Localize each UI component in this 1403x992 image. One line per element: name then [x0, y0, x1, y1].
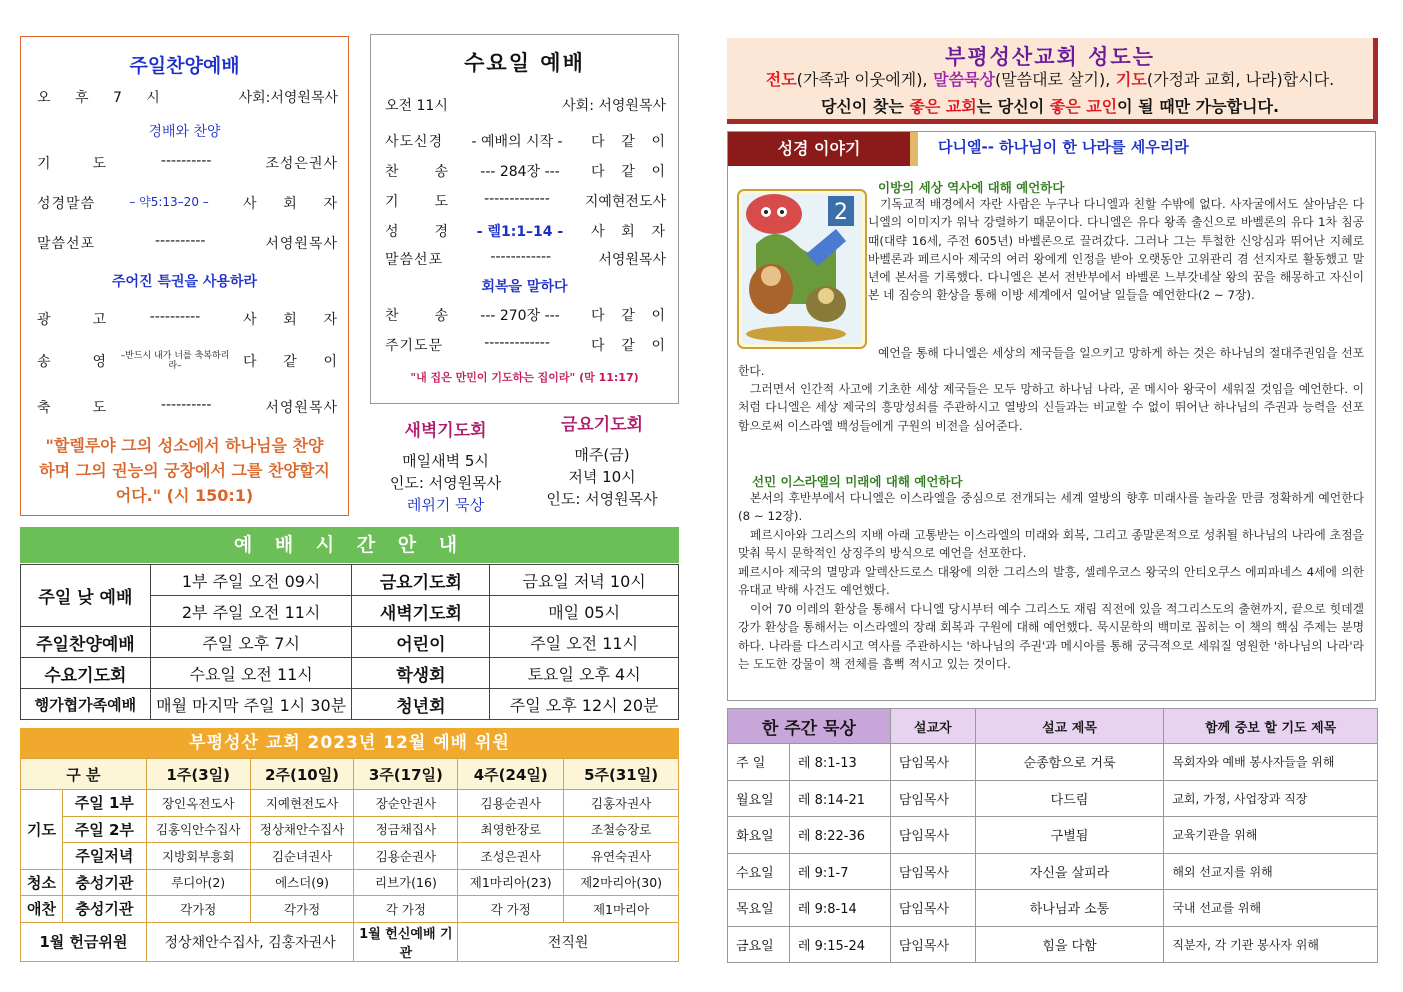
- order-row-who: 지예현전도사: [584, 194, 666, 210]
- table-header-cell: 설교 제목: [975, 709, 1164, 744]
- table-cell: 각 가정: [458, 896, 564, 923]
- table-cell: 장인옥전도사: [146, 790, 250, 817]
- order-row-who: 서영원목사: [265, 236, 338, 252]
- table-cell: 에스더(9): [250, 869, 354, 896]
- table-cell: 기도: [21, 790, 63, 870]
- table-cell: 조철승장로: [564, 816, 679, 843]
- order-row-mid: ----------: [160, 153, 212, 169]
- table-cell: 제2마리아(30): [564, 869, 679, 896]
- order-row-mid: --- 284장 ---: [480, 164, 560, 180]
- order-row-label: 사도신경: [385, 134, 444, 150]
- wednesday-time: 오전 11시: [385, 98, 448, 114]
- table-cell: 유연숙권사: [564, 843, 679, 870]
- wednesday-service-box: [370, 34, 679, 404]
- table-cell: 어린이: [352, 627, 490, 658]
- table-row: [21, 658, 679, 689]
- table-cell: 직분자, 각 기관 봉사자 위해: [1164, 926, 1378, 963]
- wednesday-moderator: 사회: 서영원목사: [562, 98, 666, 114]
- sunday-praise-moderator: 사회:서영원목사: [238, 90, 338, 106]
- story-section1-title: 이방의 세상 역사에 대해 예언하다: [878, 180, 1065, 195]
- table-row: [21, 922, 679, 961]
- table-cell: 2부 주일 오전 11시: [150, 596, 352, 627]
- table-cell: 정상채안수집사, 김홍자권사: [146, 922, 354, 961]
- story-paragraph: 기독교적 배경에서 자란 사람은 누구나 다니엘과 친할 수밖에 없다. 사자굴에서도 살아남은 다니엘의 이미지가 워낙 강렬하기 때문이다. 다니엘은 유다 왕족 출신으로 바벨론의 유다 1차 침공 때(대략 16세, 주전 605년) 바벨론으로 끌려갔다. 그러나 그는 투철한 신앙심과 뛰어난 지혜로 바벨론과 페르시아 제국의 여러 왕에게 인정을 받아 오랫동안 고위관리 겸 선지자로 활동했고 말년에 본서를 기록했다. 다니엘은 본서 전반부에서 바벨론 느부갓네살 왕의 꿈을 해몽하고 자신이 본 네 짐승의 환상을 통해 이방 세계에서 일어날 일들을 예언한다(2 ~ 7장).: [868, 197, 1364, 303]
- sunday-praise-time-row: [37, 87, 338, 107]
- table-cell: 수요일 오전 11시: [150, 658, 352, 689]
- friday-prayer-leader: 인도: 서영원목사: [546, 490, 658, 508]
- banner-text: 는 당신이: [976, 97, 1050, 116]
- order-row-label: 성경말씀: [37, 196, 96, 212]
- table-cell: 힘을 다함: [975, 926, 1164, 963]
- table-cell: 청소: [21, 869, 63, 896]
- table-cell: 제1마리아(23): [458, 869, 564, 896]
- story-paragraph: 이어 70 이레의 환상을 통해서 다니엘 당시부터 예수 그리스도 재림 직전에 있을 적그리스도의 출현까지, 끝으로 힛데겔 강가 환상을 통해서는 이스라엘의 장래 회복과 구원에 대해 예언했다. 묵시문학의 백미로 꼽히는 이 책의 핵심 주제는 분명하다. 나라를 다스리시고 역사를 주관하시는 '하나님의 주권'과 메시아를 통해 궁극적으로 세워질 영원한 '하나님의 나라'라는 도도한 강물이 책 전체를 흠뻑 적시고 있는 것이다.: [738, 602, 1364, 671]
- order-row: 광 고 ---------- 사 회 자: [37, 309, 338, 328]
- table-cell: 전직원: [458, 922, 679, 961]
- dawn-prayer-time: 매일새벽 5시: [402, 452, 489, 470]
- table-header-cell: 한 주간 묵상: [728, 709, 891, 744]
- table-cell: 구별됨: [975, 817, 1164, 854]
- bible-story-title: 다니엘-- 하나님이 한 나라를 세우리라: [938, 138, 1189, 156]
- table-cell: 애찬: [21, 896, 63, 923]
- order-row-who: 서영원목사: [265, 400, 338, 416]
- sunday-quote: "할렐루야 그의 성소에서 하나님을 찬양하며 그의 권능의 궁창에서 그를 찬양할지어다." (시 150:1): [39, 436, 330, 505]
- table-cell: 교육기관을 위해: [1164, 817, 1378, 854]
- table-row: [21, 843, 679, 870]
- friday-prayer-title: 금요기도회: [560, 415, 644, 435]
- order-row-who: 조성은권사: [265, 156, 338, 172]
- table-cell: 충성기관: [62, 869, 146, 896]
- banner-text: 당신이 찾는: [820, 97, 910, 116]
- order-row-mid: ----------: [149, 309, 201, 325]
- table-cell: 레 9:8-14: [789, 890, 890, 927]
- order-row-mid: - 렐1:1–14 -: [476, 224, 564, 240]
- table-cell: 주일 오후 7시: [150, 627, 352, 658]
- banner-word: 말씀묵상: [933, 70, 995, 89]
- story-paragraph: 그러면서 인간적 사고에 기초한 세상 제국들은 모두 망하고 하나님 나라, 곧 메시아 왕국이 세워질 것임을 예언한다. 이처럼 다니엘은 세상 제국의 흥망성쇠를 주관하시고 열방의 신들과는 비교할 수 없이 뛰어난 하나님의 주권과 능력을 선포함으로써 이스라엘 백성들에게 구원의 비전을 심어준다.: [738, 382, 1364, 433]
- order-row: 찬 송 --- 284장 --- 다 같 이: [385, 161, 666, 181]
- banner-text: (말씀대로 살기),: [994, 70, 1111, 89]
- weekly-meditation-table: [727, 708, 1378, 963]
- table-row: [21, 896, 679, 923]
- order-row-mid: –반드시 내가 너를 축복하리라–: [120, 351, 230, 371]
- table-cell: 주일 오전 11시: [490, 627, 679, 658]
- order-row: 찬 송 --- 270장 --- 다 같 이: [385, 305, 666, 325]
- table-cell: 1월 헌신예배 기관: [354, 922, 458, 961]
- banner-word: 기도: [1115, 70, 1147, 89]
- table-cell: 정상채안수집사: [250, 816, 354, 843]
- sunday-section1: 경배와 찬양: [148, 124, 221, 140]
- table-cell: 레 9:1-7: [789, 853, 890, 890]
- sunday-praise-box: [20, 36, 349, 516]
- order-row-mid: -------------: [484, 335, 550, 351]
- table-cell: 매일 05시: [490, 596, 679, 627]
- table-cell: 리브가(16): [354, 869, 458, 896]
- banner-line3: [727, 94, 1373, 117]
- table-cell: 주일 1부: [62, 790, 146, 817]
- table-cell: 국내 선교를 위해: [1164, 890, 1378, 927]
- table-header-cell: 구 분: [21, 759, 147, 790]
- wednesday-section: 회복을 말하다: [481, 279, 568, 295]
- table-cell: 월요일: [728, 780, 790, 817]
- table-cell: 담임목사: [890, 890, 975, 927]
- table-cell: 매월 마지막 주일 1시 30분: [150, 689, 352, 720]
- table-cell: 행가협가족예배: [21, 689, 151, 720]
- story-paragraph: 페르시아와 그리스의 지배 아래 고통받는 이스라엘의 미래와 회복, 그리고 종말론적으로 성취될 하나님의 나라에 초점을 맞춰 묵시 문학적인 상징주의 방식으로 예언을 선포한다.: [738, 528, 1364, 561]
- illustration-number: 2: [834, 200, 848, 225]
- order-row: 송 영 –반드시 내가 너를 축복하리라– 다 같 이: [37, 351, 338, 371]
- order-row: 주기도문 ------------- 다 같 이: [385, 335, 666, 354]
- order-row: 성 경 - 렐1:1–14 - 사 회 자: [385, 221, 666, 241]
- table-cell: 김용순권사: [458, 790, 564, 817]
- bible-story-box: [727, 131, 1376, 701]
- duty-roster-title: 부평성산 교회 2023년 12월 예배 위원: [20, 728, 679, 758]
- sunday-praise-time: 오 후 7 시: [37, 90, 170, 106]
- table-cell: 담임목사: [890, 817, 975, 854]
- table-header-cell: 함께 중보 할 기도 제목: [1164, 709, 1378, 744]
- table-cell: 제1마리아: [564, 896, 679, 923]
- order-row: 기 도 ------------- 지예현전도사: [385, 191, 666, 210]
- table-cell: 다드림: [975, 780, 1164, 817]
- table-cell: 김용순권사: [354, 843, 458, 870]
- table-cell: 1부 주일 오전 09시: [150, 565, 352, 596]
- dawn-prayer-block: [378, 420, 513, 516]
- order-row-label: 말씀선포: [37, 236, 96, 252]
- table-cell: 정금채집사: [354, 816, 458, 843]
- table-cell: 담임목사: [890, 926, 975, 963]
- duty-roster-table: [20, 758, 679, 962]
- table-cell: 각 가정: [354, 896, 458, 923]
- dawn-prayer-title: 새벽기도회: [404, 421, 487, 441]
- order-row: 축 도 ---------- 서영원목사: [37, 397, 338, 416]
- table-header-cell: 4주(24일): [458, 759, 564, 790]
- friday-prayer-block: [528, 414, 676, 510]
- order-row: [385, 249, 666, 269]
- order-row-mid: ----------: [154, 233, 206, 249]
- table-cell: 주일저녁: [62, 843, 146, 870]
- table-cell: 주일찬양예배: [21, 627, 151, 658]
- table-row: [728, 780, 1378, 817]
- table-row: [728, 817, 1378, 854]
- service-times-table: [20, 564, 679, 720]
- table-row: [21, 689, 679, 720]
- table-cell: 금요기도회: [352, 565, 490, 596]
- table-header-cell: 설교자: [890, 709, 975, 744]
- table-cell: 금요일: [728, 926, 790, 963]
- table-cell: 레 8:14-21: [789, 780, 890, 817]
- table-cell: 레 8:22-36: [789, 817, 890, 854]
- table-header-cell: 3주(17일): [354, 759, 458, 790]
- banner-text: (가족과 이웃에게),: [796, 70, 928, 89]
- table-header-cell: 5주(31일): [564, 759, 679, 790]
- table-cell: 해외 선교지를 위해: [1164, 853, 1378, 890]
- table-row: [21, 869, 679, 896]
- table-cell: 충성기관: [62, 896, 146, 923]
- story-paragraph: 예언을 통해 다니엘은 세상의 제국들을 일으키고 망하게 하는 것은 하나님의 절대주권임을 선포한다.: [738, 346, 1364, 379]
- table-cell: 하나님과 소통: [975, 890, 1164, 927]
- table-cell: 각가정: [146, 896, 250, 923]
- table-cell: 지방회부흥회: [146, 843, 250, 870]
- friday-prayer-day: 매주(금): [574, 446, 630, 464]
- table-cell: 청년회: [352, 689, 490, 720]
- order-row-label: 말씀선포: [385, 252, 444, 268]
- table-cell: 조성은권사: [458, 843, 564, 870]
- table-header-cell: 2주(10일): [250, 759, 354, 790]
- dawn-prayer-leader: 인도: 서영원목사: [389, 474, 502, 492]
- wednesday-time-row: [385, 95, 666, 115]
- table-cell: 1월 헌금위원: [21, 922, 147, 961]
- banner-word: 좋은 교인: [1049, 97, 1118, 116]
- table-row: [728, 926, 1378, 963]
- table-row: [21, 627, 679, 658]
- table-cell: 김홍자권사: [564, 790, 679, 817]
- table-cell: 화요일: [728, 817, 790, 854]
- table-cell: 학생회: [352, 658, 490, 689]
- table-cell: 김홍익안수집사: [146, 816, 250, 843]
- order-row-label: 주기도문: [385, 338, 444, 354]
- sunday-praise-title: 주일찬양예배: [129, 55, 240, 77]
- order-row-mid: – 약5:13–20 –: [129, 195, 209, 209]
- order-row-mid: ----------: [160, 397, 212, 413]
- table-cell: 새벽기도회: [352, 596, 490, 627]
- order-row-mid: -------------: [484, 191, 550, 207]
- table-cell: 수요기도회: [21, 658, 151, 689]
- table-header-cell: 1주(3일): [146, 759, 250, 790]
- table-cell: 목회자와 예배 봉사자들을 위해: [1164, 744, 1378, 781]
- table-cell: 담임목사: [890, 744, 975, 781]
- banner-text: (가정과 교회, 나라)합시다.: [1146, 70, 1335, 89]
- table-cell: 토요일 오후 4시: [490, 658, 679, 689]
- wednesday-verse: "내 집은 만민이 기도하는 집이라" (막 11:17): [410, 371, 639, 384]
- table-cell: 장순안권사: [354, 790, 458, 817]
- story-paragraph: 페르시아 제국의 멸망과 알렉산드로스 대왕에 의한 그리스의 발흥, 셀레우코스 왕국의 안티오쿠스 에피파네스 4세에 의한 유대교 박해 사건도 예언했다.: [738, 565, 1364, 598]
- table-cell: 김순녀권사: [250, 843, 354, 870]
- bible-story-tab: 성경 이야기: [728, 132, 910, 166]
- dawn-prayer-meditation: 레위기 묵상: [406, 496, 485, 514]
- banner-word: 좋은 교회: [909, 97, 977, 116]
- bible-story-tab-accent: [910, 132, 918, 166]
- story-section2-title: 선민 이스라엘의 미래에 대해 예언하다: [752, 474, 963, 489]
- table-cell: 레 9:15-24: [789, 926, 890, 963]
- table-cell: 지예현전도사: [250, 790, 354, 817]
- order-row-who: 서영원목사: [598, 252, 666, 268]
- order-row-mid: - 예배의 시작 -: [471, 134, 563, 150]
- story-paragraph: 본서의 후반부에서 다니엘은 이스라엘을 중심으로 전개되는 세계 열방의 향후 미래사를 놀라울 만큼 정확하게 예언한다(8 ~ 12장).: [738, 491, 1364, 524]
- table-cell: 주일 2부: [62, 816, 146, 843]
- table-cell: 자신을 살피라: [975, 853, 1164, 890]
- order-row: 사도신경 - 예배의 시작 - 다 같 이: [385, 131, 666, 151]
- sunday-section2: 주어진 특권을 사용하라: [112, 274, 257, 290]
- table-cell: 주 일: [728, 744, 790, 781]
- table-row: [21, 816, 679, 843]
- church-motto-banner: [727, 38, 1378, 124]
- table-row: [728, 744, 1378, 781]
- wednesday-title: 수요일 예배: [464, 51, 585, 75]
- table-cell: 목요일: [728, 890, 790, 927]
- table-cell: 주일 오후 12시 20분: [490, 689, 679, 720]
- service-times-title: 예 배 시 간 안 내: [20, 527, 679, 563]
- banner-line2: [727, 67, 1373, 90]
- table-cell: 교회, 가정, 사업장과 직장: [1164, 780, 1378, 817]
- order-row: 기 도 ---------- 조성은권사: [37, 153, 338, 172]
- daniel-illustration: [736, 184, 868, 352]
- table-row: [21, 790, 679, 817]
- order-row-mid: --- 270장 ---: [480, 308, 560, 324]
- table-cell: 레 8:1-13: [789, 744, 890, 781]
- banner-title: 부평성산교회 성도는: [945, 45, 1155, 69]
- table-header-row: [728, 709, 1378, 744]
- table-cell: 루디아(2): [146, 869, 250, 896]
- banner-word: 전도: [765, 70, 797, 89]
- table-row: [728, 890, 1378, 927]
- table-cell: 주일 낮 예배: [21, 565, 151, 627]
- table-cell: 담임목사: [890, 780, 975, 817]
- order-row: [37, 233, 338, 253]
- table-row: [21, 565, 679, 596]
- order-row: 성경말씀 – 약5:13–20 – 사 회 자: [37, 195, 338, 212]
- table-cell: 각가정: [250, 896, 354, 923]
- banner-text: 이 될 때만 가능합니다.: [1117, 97, 1280, 116]
- table-cell: 최영한장로: [458, 816, 564, 843]
- table-cell: 수요일: [728, 853, 790, 890]
- order-row-mid: ------------: [490, 249, 552, 265]
- friday-prayer-time: 저녁 10시: [568, 468, 636, 486]
- table-cell: 순종함으로 거룩: [975, 744, 1164, 781]
- table-cell: 담임목사: [890, 853, 975, 890]
- table-cell: 금요일 저녁 10시: [490, 565, 679, 596]
- table-header-row: [21, 759, 679, 790]
- table-row: [728, 853, 1378, 890]
